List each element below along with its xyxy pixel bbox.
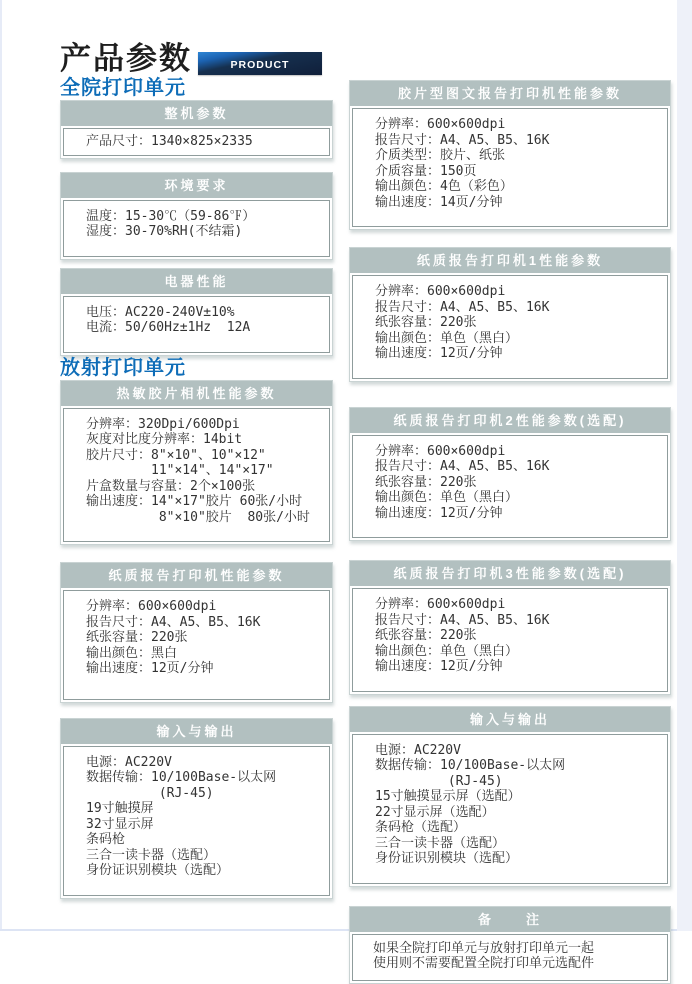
- spec-line: 22寸显示屏（选配）: [375, 804, 495, 820]
- spec-line: 输出速度：12页/分钟: [375, 659, 503, 674]
- spec-line: 输出速度：12页/分钟: [375, 346, 503, 361]
- spec-box-body: [352, 435, 668, 539]
- spec-box-input-output-right: [349, 706, 671, 887]
- spec-line: 输出颜色：4色（彩色）: [375, 179, 513, 194]
- spec-line: 三合一读卡器（选配）: [86, 847, 217, 863]
- spec-box-body: [63, 296, 330, 353]
- spec-line: 身份证识别模块（选配）: [375, 851, 519, 866]
- spec-box-body: [352, 934, 668, 981]
- spec-line: 分辨率：600×600dpi: [375, 443, 506, 459]
- spec-box-title: 纸质报告打印机1性能参数: [350, 248, 670, 273]
- spec-line: 19寸触摸屏: [86, 801, 154, 816]
- spec-line: 条码枪: [86, 832, 126, 847]
- spec-line: 32寸显示屏: [86, 816, 154, 832]
- spec-line: 如果全院打印单元与放射打印单元一起: [373, 940, 595, 956]
- spec-line: 分辨率：320Dpi/600Dpi: [86, 416, 240, 432]
- spec-line: 电源：AC220V: [375, 742, 461, 758]
- spec-box-title: 备 注: [350, 907, 670, 932]
- spec-box-body: [352, 734, 668, 884]
- spec-line: 介质容量：150页: [375, 163, 477, 179]
- spec-line: 产品尺寸：1340×825×2335: [86, 134, 253, 149]
- spec-line: 胶片尺寸：8"×10"、10"×12": [86, 447, 266, 463]
- spec-box-paper-printer-3: [349, 560, 671, 695]
- spec-box-film-graphic-report-printer: [349, 80, 671, 230]
- spec-line: 灰度对比度分辨率：14bit: [86, 432, 243, 447]
- spec-box-title: 输入与输出: [61, 719, 332, 744]
- page-title: 产品参数: [60, 41, 192, 76]
- spec-line: 输出颜色：单色（黑白）: [375, 330, 519, 346]
- section-heading-radiology-print-unit: 放射打印单元: [60, 356, 186, 379]
- spec-box-body: [63, 746, 330, 896]
- spec-box-title: 胶片型图文报告打印机性能参数: [350, 81, 670, 106]
- section-heading-hospital-print-unit: 全院打印单元: [60, 77, 186, 99]
- spec-line: 输出颜色：单色（黑白）: [375, 490, 519, 505]
- spec-box-machine-params: [60, 100, 333, 159]
- spec-line: 温度：15-30℃（59-86℉）: [86, 208, 256, 224]
- spec-line: 8"×10"胶片 80张/小时: [86, 509, 310, 525]
- spec-line: 报告尺寸：A4、A5、B5、16K: [375, 459, 550, 474]
- spec-box-paper-printer-1: [349, 247, 671, 382]
- spec-line: 数据传输：10/100Base-以太网: [86, 770, 277, 785]
- spec-box-body: [63, 590, 330, 700]
- spec-box-title: 纸质报告打印机3性能参数(选配): [350, 561, 670, 586]
- spec-line: 报告尺寸：A4、A5、B5、16K: [375, 612, 550, 628]
- spec-line: 纸张容量：220张: [86, 630, 188, 645]
- spec-line: 报告尺寸：A4、A5、B5、16K: [375, 132, 550, 148]
- spec-box-title: 整机参数: [61, 101, 332, 126]
- page-right-margin: [677, 0, 692, 931]
- spec-line: 15寸触摸显示屏（选配）: [375, 789, 521, 804]
- spec-line: 输出速度：14"×17"胶片 60张/小时: [86, 494, 303, 509]
- spec-box-paper-report-printer: [60, 562, 333, 703]
- spec-box-title: 热敏胶片相机性能参数: [61, 381, 332, 406]
- spec-box-remarks: [349, 906, 671, 984]
- spec-line: 介质类型：胶片、纸张: [375, 148, 506, 163]
- spec-line: (RJ-45): [86, 785, 214, 801]
- spec-line: 分辨率：600×600dpi: [375, 597, 506, 612]
- spec-line: 身份证识别模块（选配）: [86, 863, 230, 878]
- spec-line: 纸张容量：220张: [375, 628, 477, 643]
- spec-line: 条码枪（选配）: [375, 820, 467, 835]
- spec-line: 11"×14"、14"×17": [86, 463, 274, 478]
- page-subtitle-badge: PRODUCT PARAMETERS: [198, 52, 322, 75]
- spec-line: 输出速度：12页/分钟: [375, 505, 503, 521]
- spec-box-title: 电器性能: [61, 269, 332, 294]
- spec-box-title: 纸质报告打印机性能参数: [61, 563, 332, 588]
- spec-line: 纸张容量：220张: [375, 315, 477, 330]
- spec-box-body: [352, 588, 668, 692]
- spec-box-body: [63, 408, 330, 543]
- spec-line: 输出速度：14页/分钟: [375, 194, 503, 210]
- spec-line: 电压：AC220-240V±10%: [86, 304, 235, 320]
- spec-line: 纸张容量：220张: [375, 474, 477, 490]
- spec-line: 片盒数量与容量：2个×100张: [86, 478, 256, 494]
- left-column: [60, 0, 333, 984]
- right-column: [349, 80, 671, 984]
- spec-line: 分辨率：600×600dpi: [375, 284, 506, 299]
- spec-box-electrical: [60, 268, 333, 356]
- spec-line: 电流：50/60Hz±1Hz 12A: [86, 320, 251, 335]
- spec-box-title: 输入与输出: [350, 707, 670, 732]
- spec-box-body: [352, 275, 668, 379]
- spec-line: 分辨率：600×600dpi: [86, 599, 217, 614]
- spec-box-body: [63, 200, 330, 257]
- spec-box-title: 纸质报告打印机2性能参数(选配): [350, 408, 670, 433]
- spec-line: 报告尺寸：A4、A5、B5、16K: [375, 299, 550, 315]
- spec-line: 三合一读卡器（选配）: [375, 835, 506, 851]
- spec-line: 输出颜色：单色（黑白）: [375, 643, 519, 659]
- spec-line: 湿度：30-70%RH(不结霜): [86, 224, 243, 239]
- spec-box-environment: [60, 172, 333, 260]
- spec-line: 输出颜色：黑白: [86, 645, 178, 661]
- spec-line: 电源：AC220V: [86, 754, 172, 770]
- spec-box-thermal-film-camera: [60, 380, 333, 546]
- spec-line: 报告尺寸：A4、A5、B5、16K: [86, 614, 261, 630]
- spec-box-title: 环境要求: [61, 173, 332, 198]
- spec-line: 分辨率：600×600dpi: [375, 117, 506, 132]
- spec-line: 使用则不需要配置全院打印单元选配件: [373, 956, 595, 971]
- spec-box-input-output-left: [60, 718, 333, 899]
- spec-line: 输出速度：12页/分钟: [86, 661, 214, 676]
- spec-line: 数据传输：10/100Base-以太网: [375, 758, 566, 773]
- spec-box-body: [352, 108, 668, 227]
- spec-box-body: [63, 128, 330, 156]
- spec-box-paper-printer-2: [349, 407, 671, 542]
- spec-line: (RJ-45): [375, 773, 503, 789]
